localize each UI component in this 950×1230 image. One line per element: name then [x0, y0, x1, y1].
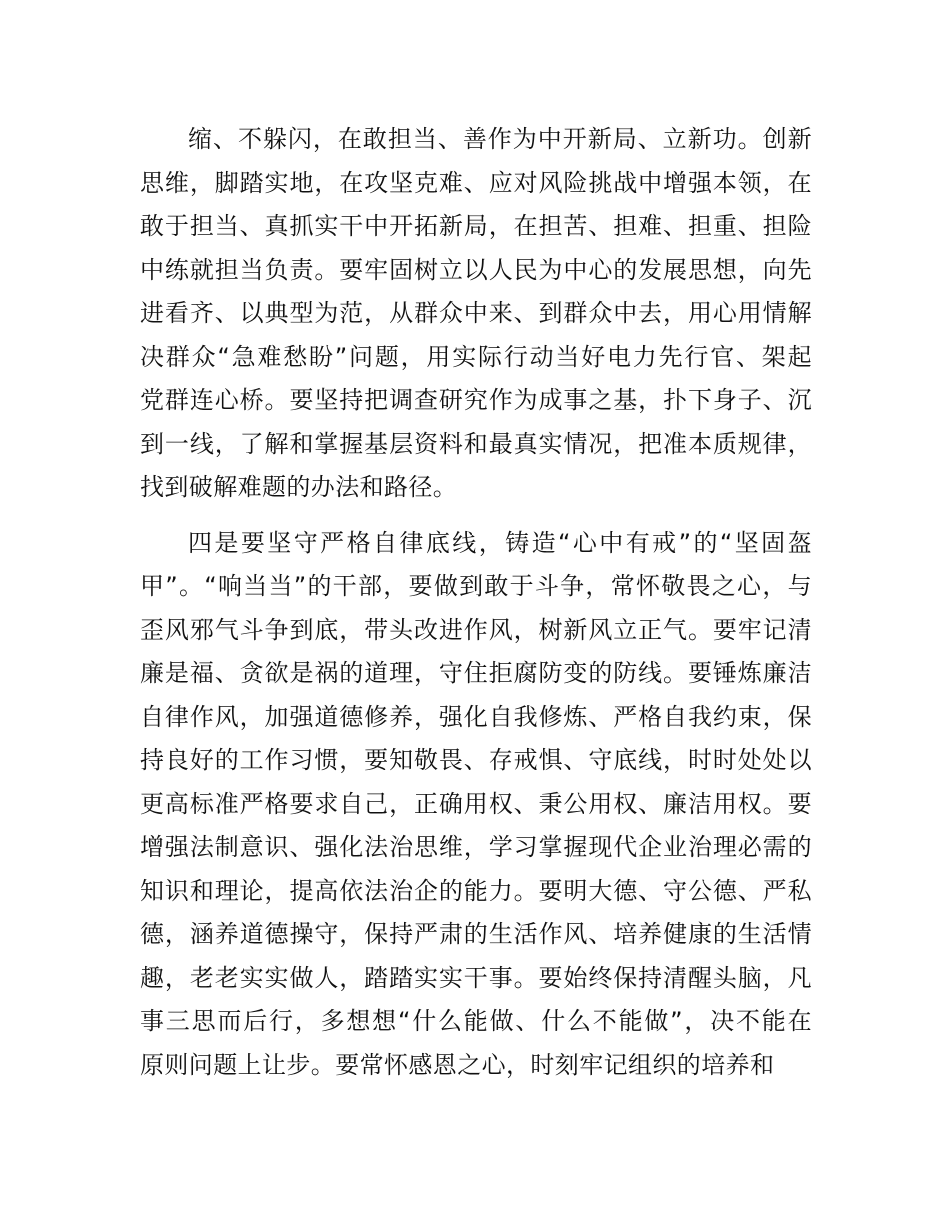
paragraph-line: 党群连心桥。要坚持把调查研究作为成事之基，扑下身子、沉: [140, 386, 812, 414]
paragraph-gap: [140, 510, 812, 522]
paragraph-line: 歪风邪气斗争到底，带头改进作风，树新风立正气。要牢记清: [140, 615, 812, 644]
paragraph-line: 到一线，了解和掌握基层资料和最真实情况，把准本质规律，: [140, 429, 812, 458]
paragraph-line: 缩、不躲闪，在敢担当、善作为中开新局、立新功。创新: [188, 125, 812, 153]
paragraph-line: 找到破解难题的办法和路径。: [140, 473, 458, 501]
paragraph-2: [140, 522, 812, 1088]
paragraph-line: 廉是福、贪欲是祸的道理，守住拒腐防变的防线。要锤炼廉洁: [140, 659, 812, 687]
paragraph-line: 德，涵养道德操守，保持严肃的生活作风、培养健康的生活情: [140, 920, 812, 948]
paragraph-line: 知识和理论，提高依法治企的能力。要明大德、守公德、严私: [140, 876, 812, 905]
paragraph-line: 更高标准严格要求自己，正确用权、秉公用权、廉洁用权。要: [140, 789, 812, 818]
paragraph-line: 中练就担当负责。要牢固树立以人民为中心的发展思想，向先: [140, 255, 812, 284]
paragraph-line: 甲”。“响当当”的干部，要做到敢于斗争，常怀敬畏之心，与: [140, 572, 812, 600]
paragraph-line: 事三思而后行，多想想“什么能做、什么不能做”，决不能在: [140, 1007, 812, 1035]
paragraph-1: [140, 118, 812, 510]
paragraph-line: 决群众“急难愁盼”问题，用实际行动当好电力先行官、架起: [140, 342, 812, 371]
paragraph-line: 持良好的工作习惯，要知敬畏、存戒惧、守底线，时时处处以: [140, 746, 812, 774]
paragraph-line: 原则问题上让步。要常怀感恩之心，时刻牢记组织的培养和: [140, 1050, 775, 1079]
paragraph-line: 敢于担当、真抓实干中开拓新局，在担苦、担难、担重、担险: [140, 212, 812, 240]
paragraph-line: 自律作风，加强道德修养，强化自我修炼、严格自我约束，保: [140, 702, 812, 731]
paragraph-line: 趣，老老实实做人，踏踏实实干事。要始终保持清醒头脑，凡: [140, 963, 812, 992]
paragraph-line: 增强法制意识、强化法治思维，学习掌握现代企业治理必需的: [140, 833, 812, 861]
paragraph-line: 四是要坚守严格自律底线，铸造“心中有戒”的“坚固盔: [188, 528, 812, 557]
paragraph-line: 思维，脚踏实地，在攻坚克难、应对风险挑战中增强本领，在: [140, 168, 812, 197]
document-body: [140, 118, 812, 1087]
paragraph-line: 进看齐、以典型为范，从群众中来、到群众中去，用心用情解: [140, 299, 812, 327]
